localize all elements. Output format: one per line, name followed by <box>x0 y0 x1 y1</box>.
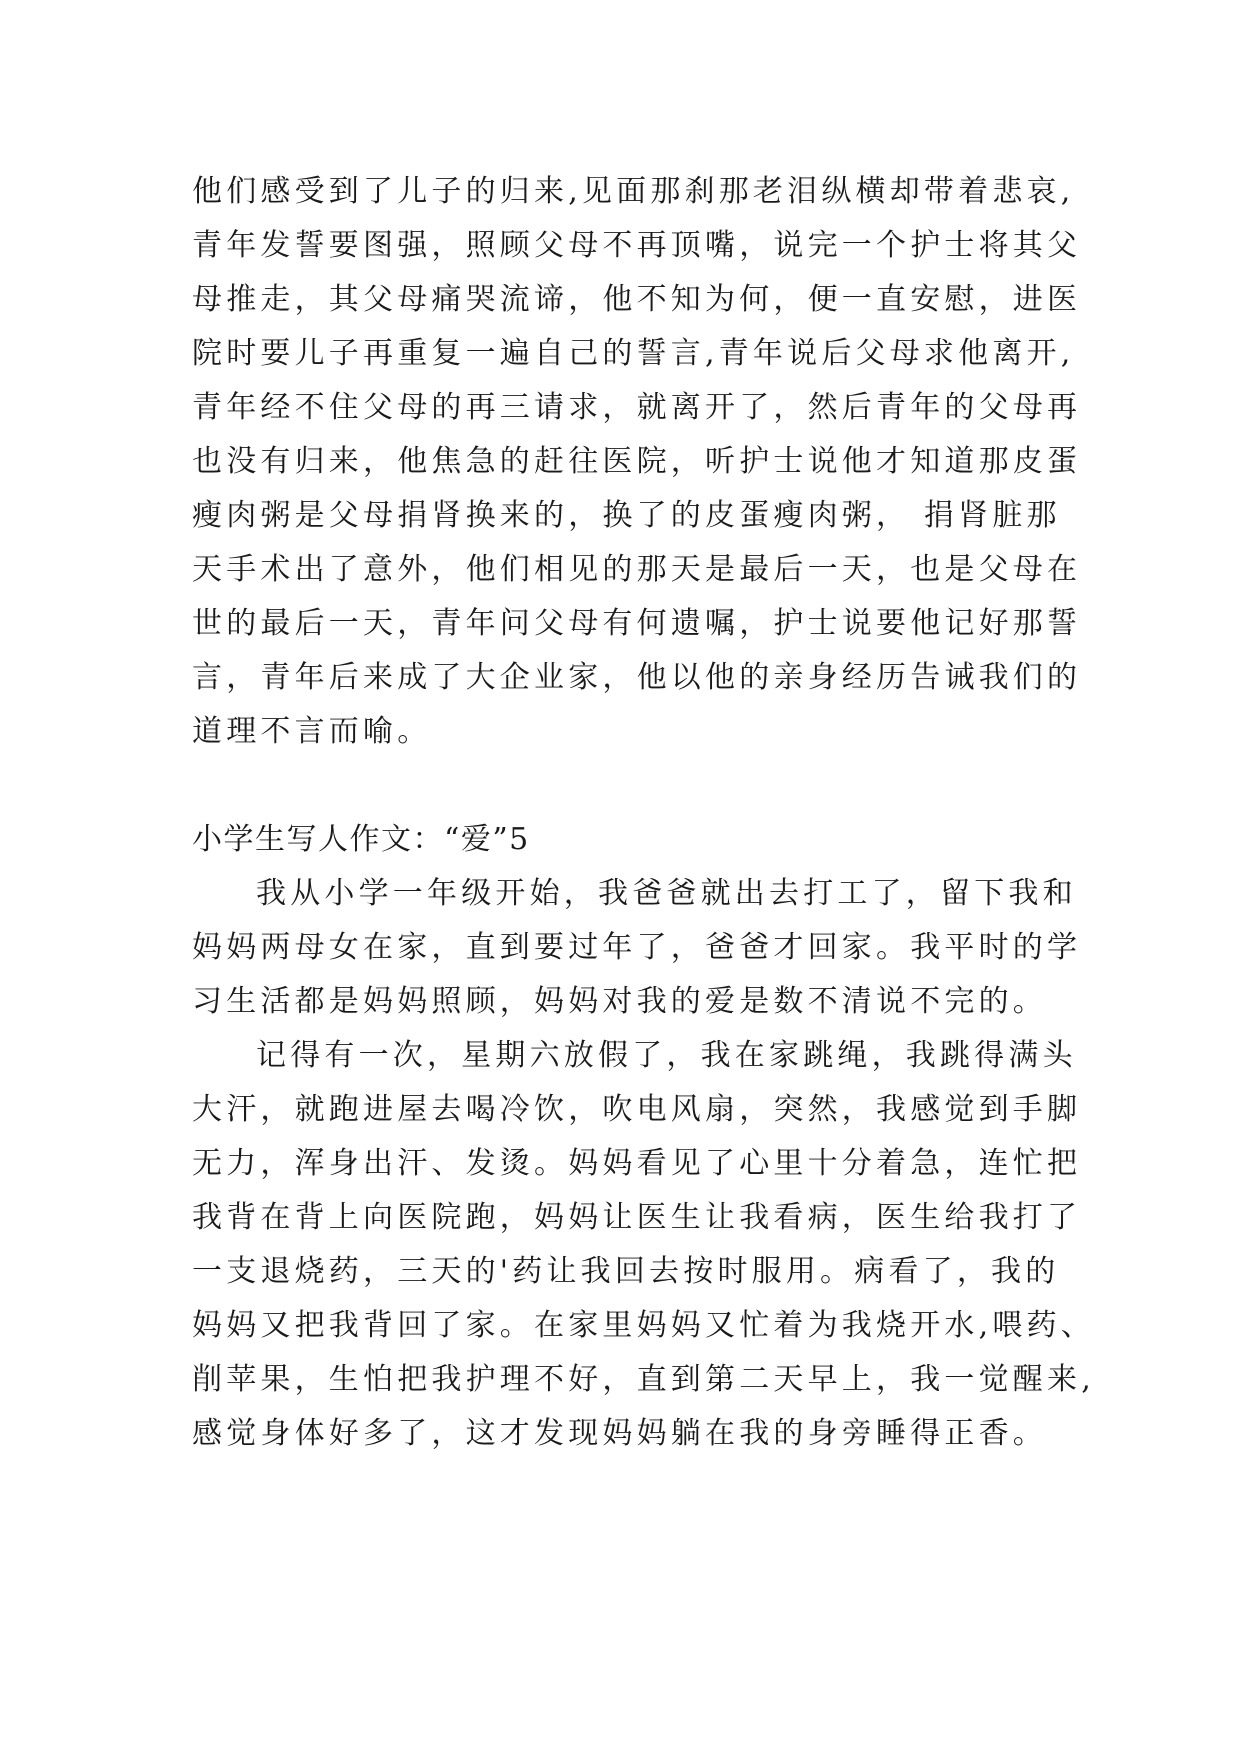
text-line: 妈妈两母女在家，直到要过年了，爸爸才回家。我平时的学 <box>192 930 1082 965</box>
text-line: 院时要儿子再重复一遍自己的誓言,青年说后父母求他离开, <box>192 336 1075 371</box>
text-line: 无力，浑身出汗、发烫。妈妈看见了心里十分着急，连忙把 <box>192 1146 1082 1181</box>
text-line: 一支退烧药，三天的'药让我回去按时服用。病看了，我的 <box>192 1254 1060 1289</box>
text-line: 他们感受到了儿子的归来,见面那刹那老泪纵横却带着悲哀, <box>192 174 1075 209</box>
text-line: 道理不言而喻。 <box>192 714 432 749</box>
text-line: 我背在背上向医院跑，妈妈让医生让我看病，医生给我打了 <box>192 1200 1082 1235</box>
text-line: 习生活都是妈妈照顾，妈妈对我的爱是数不清说不完的。 <box>192 984 1047 1019</box>
text-line: 我从小学一年级开始，我爸爸就出去打工了，留下我和 <box>256 876 1077 911</box>
text-line: 言，青年后来成了大企业家，他以他的亲身经历告诫我们的 <box>192 660 1082 695</box>
text-line: 削苹果，生怕把我护理不好，直到第二天早上，我一觉醒来, <box>192 1362 1095 1397</box>
text-line: 记得有一次，星期六放假了，我在家跳绳，我跳得满头 <box>256 1038 1077 1073</box>
text-line: 瘦肉粥是父母捐肾换来的，换了的皮蛋瘦肉粥， 捐肾脏那 <box>192 498 1061 533</box>
text-line: 妈妈又把我背回了家。在家里妈妈又忙着为我烧开水,喂药、 <box>192 1308 1095 1343</box>
text-line: 感觉身体好多了，这才发现妈妈躺在我的身旁睡得正香。 <box>192 1416 1047 1451</box>
text-line: 青年发誓要图强，照顾父母不再顶嘴，说完一个护士将其父 <box>192 228 1082 263</box>
section-title: 小学生写人作文：“爱”5 <box>192 822 530 857</box>
text-line: 世的最后一天，青年问父母有何遗嘱，护士说要他记好那誓 <box>192 606 1082 641</box>
text-line: 母推走，其父母痛哭流谛，他不知为何，便一直安慰，进医 <box>192 282 1082 317</box>
text-line: 大汗，就跑进屋去喝冷饮，吹电风扇，突然，我感觉到手脚 <box>192 1092 1082 1127</box>
text-line: 天手术出了意外，他们相见的那天是最后一天，也是父母在 <box>192 552 1082 587</box>
text-line: 青年经不住父母的再三请求，就离开了，然后青年的父母再 <box>192 390 1082 425</box>
text-line: 也没有归来，他焦急的赶往医院，听护士说他才知道那皮蛋 <box>192 444 1082 479</box>
